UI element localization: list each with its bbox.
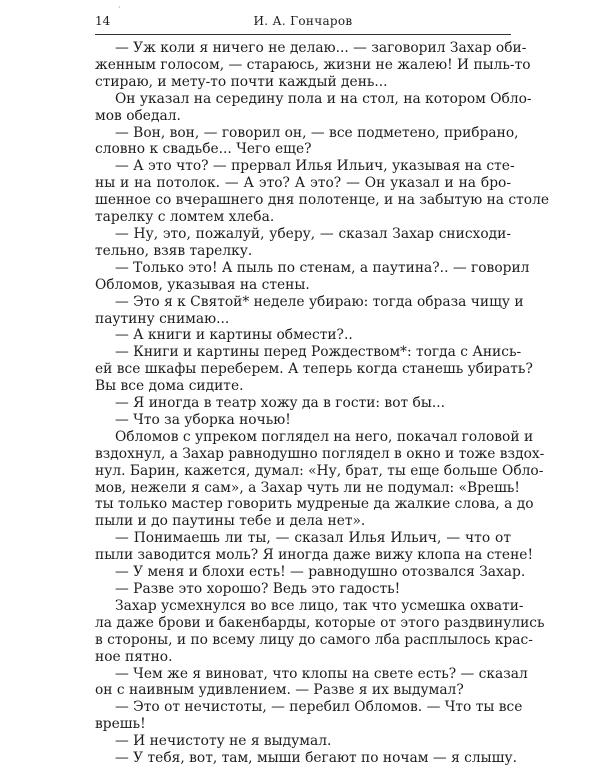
text-line: женным голосом, — стараюсь, жизни не жалею! И пыль-то [95, 56, 531, 73]
text-line: ей все шкафы переберем. А теперь когда станешь убирать? [95, 361, 533, 378]
text-line: — Чем же я виноват, что клопы на свете есть? — сказал [115, 665, 528, 682]
text-line: Обломов, указывая на стены. [95, 276, 310, 293]
text-line: мов обедал. [95, 107, 181, 124]
text-line: нул. Барин, кажется, думал: «Ну, брат, ты еще больше Обло- [95, 462, 544, 479]
text-line: — Разве это хорошо? Ведь это гадость! [115, 581, 401, 597]
text-line: — Что за уборка ночью! [115, 411, 291, 428]
text-line: он с наивным удивлением. — Разве я их выдумал? [95, 682, 464, 699]
text-line: — У меня и блохи есть! — равнодушно отозвался Захар. [115, 564, 526, 581]
running-title: И. А. Гончаров [253, 14, 353, 28]
text-line: Вы все дома сидите. [95, 378, 244, 395]
text-line: ное пятно. [95, 648, 173, 665]
text-line: словно к свадьбе... Чего еще? [95, 141, 312, 158]
text-line: шенное со вчерашнего дня полотенце, и на забытую на столе [95, 192, 550, 209]
text-line: — Это я к Святой* неделе убираю: тогда образа чищу и [115, 293, 524, 310]
body-text [95, 40, 550, 767]
text-line: в стороны, и по всему лицу до самого лба расплылось крас- [95, 631, 533, 648]
text-line: Обломов с упреком поглядел на него, покачал головой и [115, 428, 534, 445]
text-line: пыли заводится моль? Я иногда даже вижу клопа на стене! [95, 547, 534, 564]
text-line: — Книги и картины перед Рождеством*: тогда с Анись- [115, 344, 522, 361]
text-line: паутину снимаю... [95, 310, 230, 327]
text-line: пыли и до паутины тебе и дела нет». [95, 513, 366, 530]
text-line: — Ну, это, пожалуй, уберу, — сказал Захар снисходи- [115, 225, 511, 242]
page-number: 14 [95, 14, 111, 28]
text-line: тельно, взяв тарелку. [95, 242, 253, 259]
page-header [95, 14, 511, 35]
text-line: стираю, и мету-то почти каждый день... [95, 73, 388, 90]
text-line: — Понимаешь ли ты, — сказал Илья Ильич, — что от [115, 530, 511, 547]
text-line: вздохнул, а Захар равнодушно поглядел в окно и тоже вздох- [95, 445, 545, 462]
text-line: мов, нежели я сам», а Захар чуть ли не подумал: «Врешь! [95, 479, 520, 496]
text-line: Захар усмехнулся во все лицо, так что усмешка охвати- [115, 597, 524, 614]
text-line: — Уж коли я ничего не делаю... — заговорил Захар оби- [115, 40, 527, 56]
text-line: ны и на потолок. — А это? А это? — Он указал и на бро- [95, 175, 511, 192]
text-line: — А книги и картины обмести?.. [115, 327, 353, 344]
text-line: — Вон, вон, — говорил он, — все подметено, прибрано, [115, 124, 519, 141]
text-line: — У тебя, вот, там, мыши бегают по ночам — я слышу. [115, 750, 517, 767]
text-line: ты только мастер говорить мудреные да жалкие слова, а до [95, 496, 534, 513]
margin-mark: · [118, 3, 121, 12]
text-line: ла даже брови и бакенбарды, которые от этого раздвинулись [95, 614, 545, 631]
text-line: — И нечистоту не я выдумал. [115, 733, 332, 750]
text-line: врешь! [95, 716, 146, 733]
text-line: Он указал на середину пола и на стол, на котором Обло- [115, 90, 532, 107]
text-line: — Это от нечистоты, — перебил Обломов. — Что ты все [115, 699, 523, 716]
text-line: — Я иногда в театр хожу да в гости: вот бы... [115, 395, 445, 412]
text-line: тарелку с ломтем хлеба. [95, 209, 275, 226]
text-line: — Только это! А пыль по стенам, а паутина?.. — говорил [115, 259, 530, 276]
text-line: — А это что? — прервал Илья Ильич, указывая на сте- [115, 158, 515, 175]
